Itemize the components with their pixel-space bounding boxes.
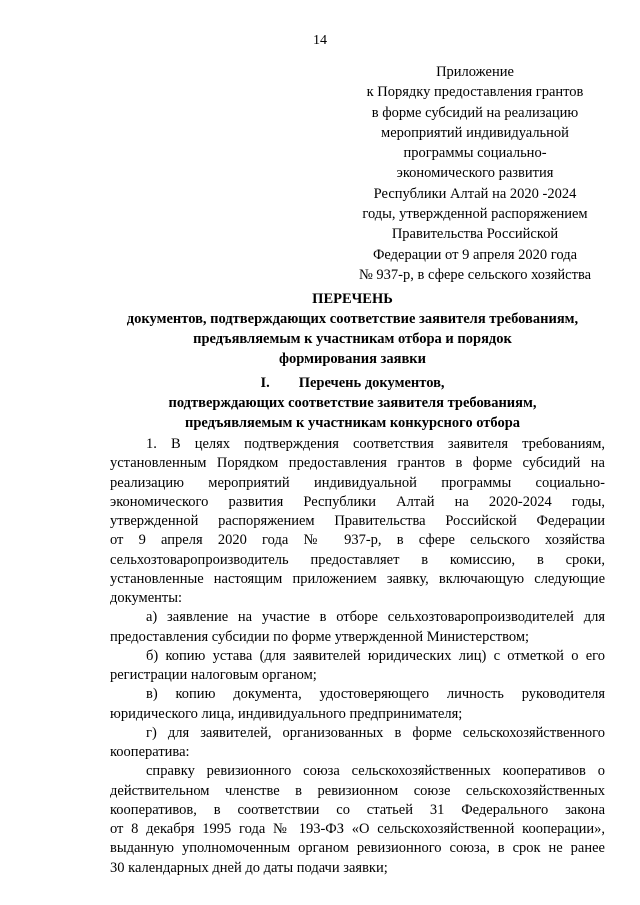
paragraph-line: реализацию мероприятий индивидуальной программы социально- — [110, 474, 605, 491]
paragraph-line: действительном членстве в ревизионном союзе сельскохозяйственных — [110, 782, 605, 799]
appendix-line: программы социально- — [403, 145, 547, 162]
body-text — [110, 435, 605, 878]
paragraph — [110, 762, 605, 878]
paragraph-line: юридического лица, индивидуального предпринимателя; — [110, 705, 463, 722]
paragraph-line: в) копию документа, удостоверяющего личность руководителя — [146, 686, 605, 703]
appendix-line: годы, утвержденной распоряжением — [362, 206, 588, 223]
appendix-header — [344, 62, 606, 285]
paragraph-line: документы: — [110, 590, 183, 606]
paragraph — [110, 435, 605, 608]
paragraph — [110, 647, 605, 686]
paragraph-line: г) для заявителей, организованных в форме сельскохозяйственного — [146, 724, 605, 741]
paragraph-line: установленным Порядком предоставления грантов в форме субсидий на — [110, 455, 605, 472]
paragraph-line: б) копию устава (для заявителей юридических лиц) с отметкой о его — [146, 647, 605, 664]
paragraph-line: от 9 апреля 2020 года № 937-р, в сфере сельского хозяйства — [110, 532, 605, 549]
paragraph-line: 1. В целях подтверждения соответствия заявителя требованиям, — [146, 436, 605, 452]
paragraph — [110, 685, 605, 724]
paragraph-line: сельхозтоваропроизводитель предоставляет в комиссию, в сроки, — [110, 551, 605, 568]
appendix-line: Республики Алтай на 2020 -2024 — [373, 185, 577, 202]
paragraph-line: 30 календарных дней до даты подачи заявки; — [110, 859, 388, 876]
section-line: I. Перечень документов, — [260, 375, 445, 391]
section-line: предъявляемым к участникам конкурсного отбора — [184, 415, 521, 431]
appendix-line: Федерации от 9 апреля 2020 года — [372, 246, 578, 263]
appendix-line: мероприятий индивидуальной — [381, 124, 569, 141]
section-heading — [100, 373, 605, 433]
paragraph-line: регистрации налоговым органом; — [110, 667, 317, 683]
document-title — [100, 289, 605, 369]
appendix-line: Правительства Российской — [391, 226, 559, 243]
title-line: предъявляемым к участникам отбора и порядок — [193, 331, 512, 347]
paragraph-line: кооперативов, в соответствии со статьей 31 Федерального закона — [110, 801, 605, 818]
paragraph-line: предоставления субсидии по форме утвержденной Министерством; — [110, 628, 530, 645]
appendix-line: Приложение — [436, 64, 514, 80]
title-line: формирования заявки — [278, 351, 427, 367]
paragraph — [110, 608, 605, 647]
paragraph-line: от 8 декабря 1995 года № 193-ФЗ «О сельскохозяйственной кооперации», — [110, 821, 605, 837]
appendix-line: № 937-р, в сфере сельского хозяйства — [358, 266, 592, 283]
section-line: подтверждающих соответствие заявителя требованиям, — [168, 395, 537, 411]
paragraph-line: экономического развития Республики Алтай на 2020-2024 годы, — [110, 493, 605, 510]
paragraph-line: а) заявление на участие в отборе сельхозтоваропроизводителей для — [146, 609, 605, 626]
page-number: 14 — [313, 33, 327, 48]
appendix-line: в форме субсидий на реализацию — [371, 104, 579, 121]
paragraph — [110, 724, 605, 763]
appendix-line: экономического развития — [396, 165, 554, 182]
paragraph-line: утвержденной распоряжением Правительства Российской Федерации — [110, 513, 605, 529]
appendix-line: к Порядку предоставления грантов — [366, 84, 584, 101]
title-line: документов, подтверждающих соответствие заявителя требованиям, — [126, 311, 579, 327]
title-line: ПЕРЕЧЕНЬ — [312, 291, 393, 307]
paragraph-line: справку ревизионного союза сельскохозяйственных кооперативов о — [146, 763, 605, 780]
paragraph-line: выданную уполномоченным органом ревизионного союза, в срок не ранее — [110, 840, 605, 857]
paragraph-line: установленные настоящим приложением заявку, включающую следующие — [110, 570, 605, 587]
paragraph-line: кооператива: — [110, 744, 190, 760]
